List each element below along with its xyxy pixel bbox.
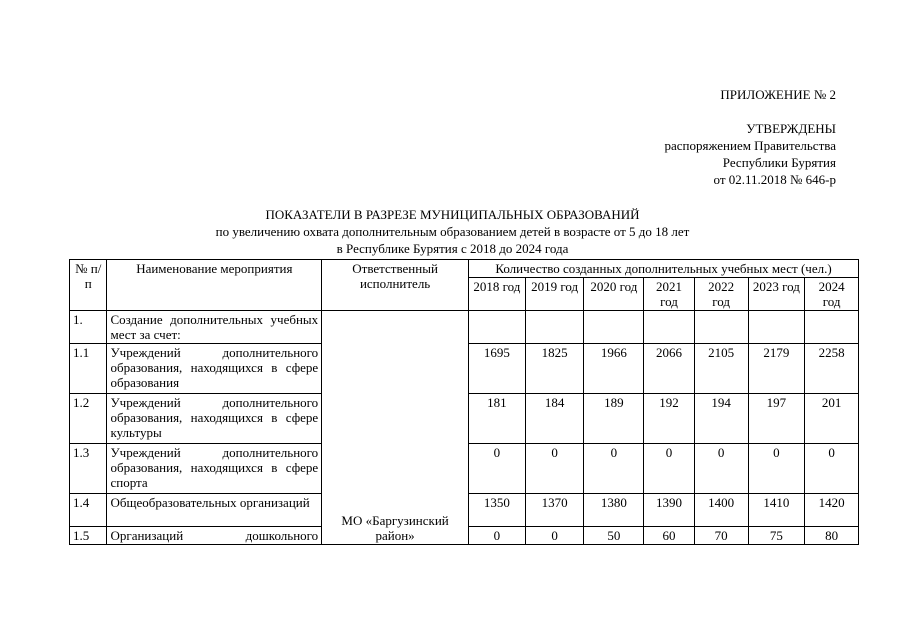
row-number: 1.5 (70, 527, 107, 545)
approval-line-3: от 02.11.2018 № 646-р (713, 172, 836, 187)
row-name: Организаций дошкольного (107, 527, 322, 545)
approval-line-2: Республики Бурятия (722, 155, 836, 170)
year-header: 2022 год (694, 278, 748, 311)
col-header-executor: Ответственный исполнитель (322, 260, 469, 311)
value-cell: 0 (644, 444, 695, 494)
year-header: 2018 год (469, 278, 526, 311)
indicators-table (69, 259, 859, 545)
value-cell: 1370 (525, 494, 584, 527)
value-cell: 0 (525, 444, 584, 494)
value-cell: 184 (525, 394, 584, 444)
row-number: 1.3 (70, 444, 107, 494)
row-name: Учреждений дополнительного образования, находящихся в сфере культуры (107, 394, 322, 444)
value-cell: 2066 (644, 344, 695, 394)
value-cell: 0 (469, 444, 526, 494)
value-cell: 2179 (748, 344, 805, 394)
value-cell: 194 (694, 394, 748, 444)
value-cell: 0 (748, 444, 805, 494)
row-name: Учреждений дополнительного образования, находящихся в сфере спорта (107, 444, 322, 494)
value-cell: 1380 (584, 494, 644, 527)
value-cell: 1390 (644, 494, 695, 527)
value-cell: 80 (805, 527, 859, 545)
value-cell: 0 (469, 527, 526, 545)
value-cell: 60 (644, 527, 695, 545)
row-number: 1.1 (70, 344, 107, 394)
row-number: 1.2 (70, 394, 107, 444)
table-row (70, 311, 859, 344)
executor-cell: МО «Баргузинский район» (322, 311, 469, 545)
value-cell: 201 (805, 394, 859, 444)
value-cell (584, 311, 644, 344)
approval-line-1: распоряжением Правительства (664, 138, 836, 153)
year-header: 2020 год (584, 278, 644, 311)
value-cell: 181 (469, 394, 526, 444)
document-subtitle-2: в Республике Бурятия с 2018 до 2024 года (336, 241, 569, 256)
value-cell: 1825 (525, 344, 584, 394)
value-cell: 50 (584, 527, 644, 545)
value-cell: 0 (694, 444, 748, 494)
value-cell: 70 (694, 527, 748, 545)
value-cell (694, 311, 748, 344)
year-header: 2023 год (748, 278, 805, 311)
col-header-number: № п/п (70, 260, 107, 311)
appendix-label: ПРИЛОЖЕНИЕ № 2 (720, 87, 836, 102)
value-cell: 197 (748, 394, 805, 444)
value-cell (644, 311, 695, 344)
year-header: 2021 год (644, 278, 695, 311)
value-cell (748, 311, 805, 344)
row-name: Общеобразовательных организаций (107, 494, 322, 527)
col-header-quantity: Количество созданных дополнительных учебных мест (чел.) (469, 260, 859, 278)
row-number: 1. (70, 311, 107, 344)
approved-label: УТВЕРЖДЕНЫ (746, 121, 836, 136)
value-cell: 2105 (694, 344, 748, 394)
value-cell (469, 311, 526, 344)
document-subtitle-1: по увеличению охвата дополнительным образованием детей в возрасте от 5 до 18 лет (215, 224, 690, 239)
value-cell: 75 (748, 527, 805, 545)
value-cell (805, 311, 859, 344)
row-name: Учреждений дополнительного образования, находящихся в сфере образования (107, 344, 322, 394)
value-cell: 189 (584, 394, 644, 444)
value-cell (525, 311, 584, 344)
value-cell: 0 (525, 527, 584, 545)
col-header-name: Наименование мероприятия (107, 260, 322, 311)
value-cell: 1966 (584, 344, 644, 394)
row-name: Создание дополнительных учебных мест за счет: (107, 311, 322, 344)
value-cell: 2258 (805, 344, 859, 394)
value-cell: 1400 (694, 494, 748, 527)
value-cell: 1410 (748, 494, 805, 527)
value-cell: 1350 (469, 494, 526, 527)
value-cell: 0 (805, 444, 859, 494)
value-cell: 1695 (469, 344, 526, 394)
year-header: 2024 год (805, 278, 859, 311)
row-number: 1.4 (70, 494, 107, 527)
value-cell: 0 (584, 444, 644, 494)
value-cell: 1420 (805, 494, 859, 527)
value-cell: 192 (644, 394, 695, 444)
year-header: 2019 год (525, 278, 584, 311)
document-title: ПОКАЗАТЕЛИ В РАЗРЕЗЕ МУНИЦИПАЛЬНЫХ ОБРАЗОВАНИЙ (265, 207, 640, 222)
table-header-row (70, 260, 859, 278)
